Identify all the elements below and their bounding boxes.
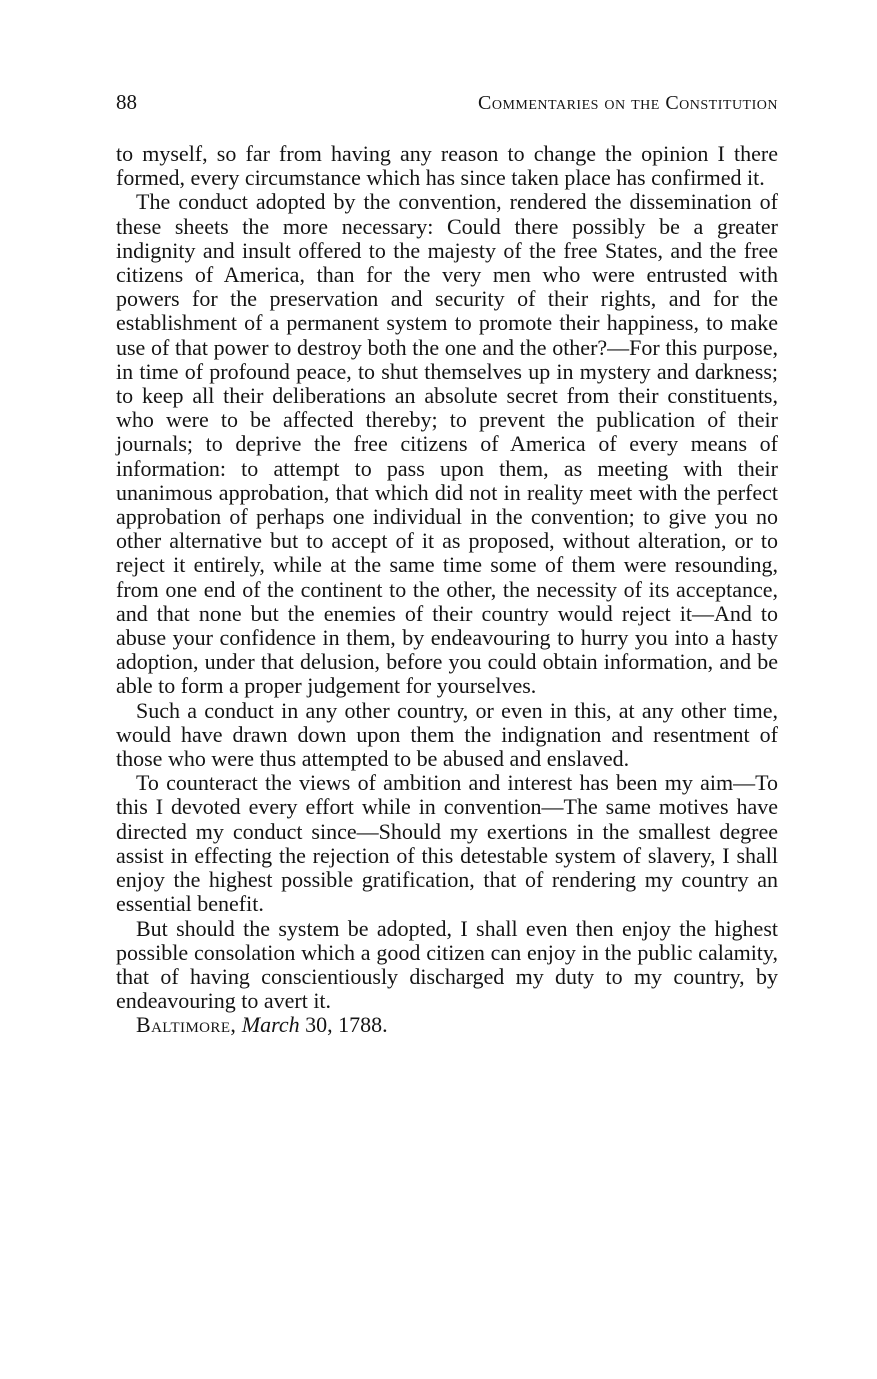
dateline-place: Baltimore, xyxy=(136,1012,237,1038)
document-page xyxy=(116,88,778,1038)
paragraph: The conduct adopted by the convention, rendered the dissemination of these sheets the more necessary: Could there possibly be a greater indignity and insult offered to the majesty of the free States, and the free citizens of America, than for the very men who were entrusted with powers for the preservation and security of their rights, and for the establishment of a permanent system to promote their happiness, to make use of that power to destroy both the one and the other?—For this purpose, in time of profound peace, to shut themselves up in mystery and darkness; to keep all their deliberations an absolute secret from their constituents, who were to be affected thereby; to prevent the publication of their journals; to deprive the free citizens of America of every means of information: to attempt to pass upon them, as meeting with their unanimous approbation, that which did not in reality meet with the perfect approbation of perhaps one individual in the convention; to give you no other alternative but to accept of it as proposed, without alteration, or to reject it entirely, while at the same time some of them were resounding, from one end of the continent to the other, the necessity of its acceptance, and that none but the enemies of their country would reject it—And to abuse your confidence in them, by endeavouring to hurry you into a hasty adoption, under that delusion, before you could obtain information, and be able to form a proper judgement for yourselves. xyxy=(116,189,778,699)
paragraph: Such a conduct in any other country, or even in this, at any other time, would have drawn down upon them the indignation and resentment of those who were thus attempted to be abused and enslaved. xyxy=(116,697,778,772)
body-text xyxy=(116,142,778,1038)
paragraph-continuation: to myself, so far from having any reason to change the opinion I there formed, every circumstance which has since taken place has confirmed it. xyxy=(116,141,778,191)
dateline xyxy=(116,1013,778,1037)
page-number: 88 xyxy=(116,90,137,114)
paragraph: To counteract the views of ambition and interest has been my aim—To this I devoted every effort while in convention—The same motives have directed my conduct since—Should my exertions in the smallest degree assist in effecting the rejection of this detestable system of slavery, I shall enjoy the highest possible gratification, that of rendering my country an essential benefit. xyxy=(116,770,778,917)
dateline-date: 30, 1788. xyxy=(305,1012,388,1038)
paragraph: But should the system be adopted, I shall even then enjoy the highest possible consolation which a good citizen can enjoy in the public calamity, that of having conscientiously discharged my duty to my country, by endeavouring to avert it. xyxy=(116,915,778,1014)
dateline-month: March xyxy=(241,1012,300,1038)
running-title: Commentaries on the Constitution xyxy=(478,92,778,114)
running-header xyxy=(116,88,778,116)
